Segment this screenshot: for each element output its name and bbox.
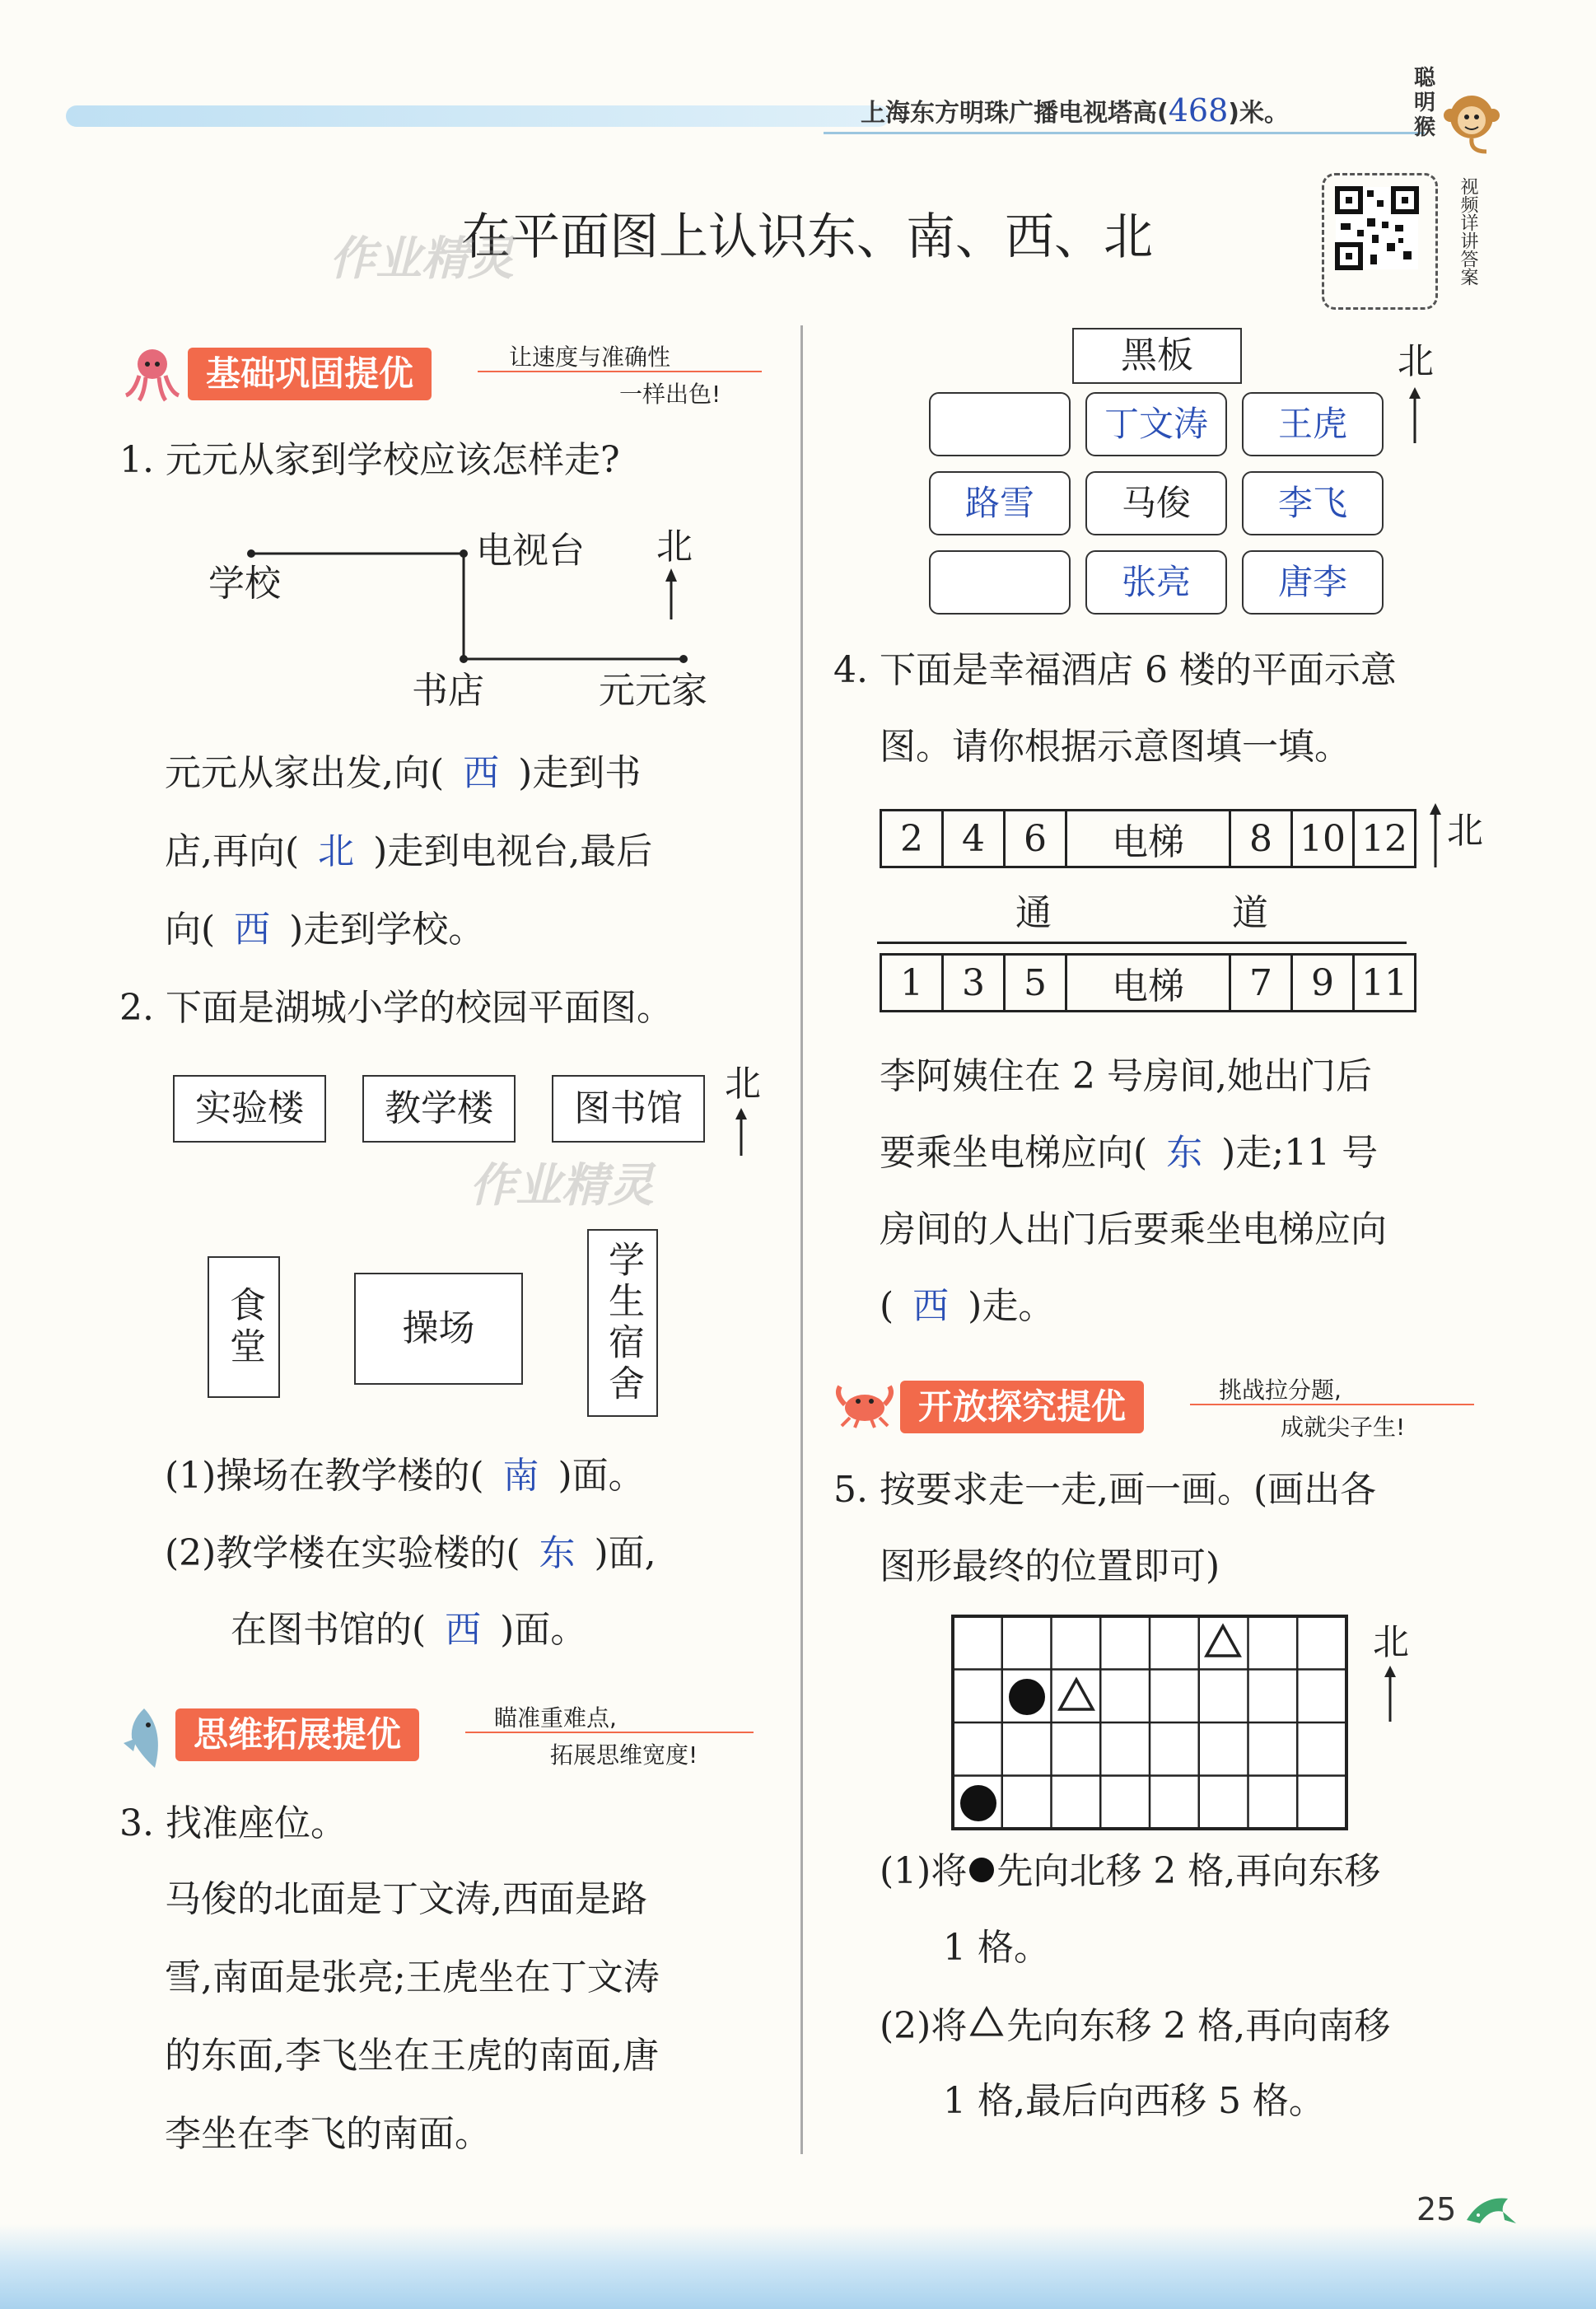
q3-line-1: 马俊的北面是丁文涛,西面是路 <box>165 1878 647 1920</box>
dot-inline-icon <box>967 1852 996 1891</box>
triangle-start-icon <box>1056 1675 1097 1719</box>
q4-north-arrow-icon <box>1427 803 1444 872</box>
seat-r3-c2[interactable]: 张亮 <box>1085 550 1227 615</box>
building-teaching: 教学楼 <box>362 1075 516 1143</box>
corridor-line <box>877 942 1407 944</box>
elevator-top: 电梯 <box>1066 811 1230 867</box>
dot-lower-icon <box>958 1783 999 1827</box>
q5-sub-2-cont: 1 格,最后向西移 5 格。 <box>943 2080 1325 2122</box>
q4-top-rooms <box>880 809 1416 868</box>
seat-r3-c1[interactable] <box>929 550 1071 615</box>
q2-north-arrow-icon <box>733 1108 749 1161</box>
room-3: 3 <box>943 955 1005 1012</box>
q2-sub-2: (2)教学楼在实验楼的( 东 )面, <box>165 1532 656 1574</box>
room-12: 12 <box>1354 811 1416 867</box>
q4-text-2: 要乘坐电梯应向( 东 )走;11 号 <box>880 1132 1379 1174</box>
building-dorm: 学生宿舍 <box>587 1229 658 1417</box>
q3-question: 3. 找准座位。 <box>119 1802 347 1844</box>
q3-north-label: 北 <box>1398 340 1434 382</box>
q1-label-home: 元元家 <box>599 670 707 712</box>
crab-icon <box>832 1380 898 1433</box>
q3-line-2: 雪,南面是张亮;王虎坐在丁文涛 <box>165 1956 660 1998</box>
triangle-inline-icon <box>967 2005 1006 2046</box>
q2-sub-1: (1)操场在教学楼的( 南 )面。 <box>165 1455 645 1497</box>
q1-answer-2[interactable]: 北 <box>318 830 355 872</box>
q2-north-label: 北 <box>725 1063 761 1105</box>
qr-caption: 视频详讲答案 <box>1458 177 1478 286</box>
footer-band <box>0 2224 1596 2309</box>
q1-question: 1. 元元从家到学校应该怎样走? <box>119 439 620 481</box>
shark-icon <box>115 1705 173 1774</box>
q4-north-label: 北 <box>1447 810 1483 852</box>
q3-north-arrow-icon <box>1407 387 1423 448</box>
room-10: 10 <box>1292 811 1354 867</box>
q1-label-school: 学校 <box>208 563 281 605</box>
section-basic-motto-1: 让速度与准确性 <box>509 344 671 371</box>
seat-r1-c1[interactable] <box>929 392 1071 456</box>
q1-line-1: 元元从家出发,向( 西 )走到书 <box>165 752 642 794</box>
q1-label-north: 北 <box>656 526 693 568</box>
q4-line-2: 图。请你根据示意图填一填。 <box>880 726 1351 768</box>
page-number: 25 <box>1416 2191 1457 2227</box>
q2-answer-3[interactable]: 西 <box>445 1609 482 1651</box>
building-canteen: 食堂 <box>208 1256 280 1398</box>
section-open-banner: 开放探究提优 <box>900 1381 1144 1433</box>
section-open-motto-2: 成就尖子生! <box>1281 1414 1406 1441</box>
section-thinking-motto-2: 拓展思维宽度! <box>550 1741 698 1769</box>
section-thinking-banner: 思维拓展提优 <box>175 1708 419 1761</box>
building-field: 操场 <box>354 1273 523 1385</box>
q1-line-2: 店,再向( 北 )走到电视台,最后 <box>165 830 653 872</box>
q4-answer-2[interactable]: 西 <box>912 1285 950 1327</box>
q2-sub-3: 在图书馆的( 西 )面。 <box>231 1609 587 1651</box>
q4-text-4: ( 西 )走。 <box>880 1285 1055 1327</box>
q1-label-tv: 电视台 <box>476 530 585 572</box>
dot-upper-icon <box>1006 1676 1048 1721</box>
fact-prefix: 上海东方明珠广播电视塔高( <box>861 99 1169 128</box>
q4-answer-1[interactable]: 东 <box>1166 1132 1203 1174</box>
page-title: 在平面图上认识东、南、西、北 <box>461 208 1153 266</box>
room-2: 2 <box>881 811 943 867</box>
room-5: 5 <box>1005 955 1066 1012</box>
q1-answer-3[interactable]: 西 <box>234 909 271 951</box>
q4-bottom-rooms <box>880 953 1416 1012</box>
q1-answer-1[interactable]: 西 <box>463 752 500 794</box>
q3-line-4: 李坐在李飞的南面。 <box>165 2113 491 2155</box>
seat-r1-c3[interactable]: 王虎 <box>1242 392 1384 456</box>
q3-line-3: 的东面,李飞坐在王虎的南面,唐 <box>165 2035 659 2077</box>
q5-grid[interactable] <box>951 1615 1351 1836</box>
section-basic-banner: 基础巩固提优 <box>188 348 432 400</box>
q5-sub-1-cont: 1 格。 <box>943 1927 1050 1969</box>
q4-line-1: 4. 下面是幸福酒店 6 楼的平面示意 <box>833 649 1397 691</box>
seat-r1-c2[interactable]: 丁文涛 <box>1085 392 1227 456</box>
q2-answer-1[interactable]: 南 <box>502 1455 539 1497</box>
q4-text-3: 房间的人出门后要乘坐电梯应向 <box>880 1208 1387 1250</box>
triangle-top-icon <box>1202 1621 1244 1666</box>
q5-north-label: 北 <box>1373 1621 1409 1663</box>
q5-line-2: 图形最终的位置即可) <box>880 1545 1220 1587</box>
q5-sub-2: (2)将 先向东移 2 格,再向南移 <box>880 2005 1391 2047</box>
section-basic-motto-2: 一样出色! <box>619 381 721 408</box>
q1-label-book: 书店 <box>412 670 484 712</box>
q5-line-1: 5. 按要求走一走,画一画。(画出各 <box>833 1469 1377 1511</box>
building-library: 图书馆 <box>552 1075 705 1143</box>
seat-r2-c2[interactable]: 马俊 <box>1085 471 1227 535</box>
section-open-motto-1: 挑战拉分题, <box>1219 1377 1342 1404</box>
mascot-name: 聪明猴 <box>1414 66 1436 140</box>
elevator-bottom: 电梯 <box>1066 955 1230 1012</box>
room-4: 4 <box>943 811 1005 867</box>
corridor-label-2: 道 <box>1232 892 1268 934</box>
room-1: 1 <box>881 955 943 1012</box>
watermark: 作业精灵 <box>329 232 514 286</box>
fact-answer: 468 <box>1168 92 1229 129</box>
room-7: 7 <box>1230 955 1292 1012</box>
q5-sub-1: (1)将 先向北移 2 格,再向东移 <box>880 1850 1381 1892</box>
q1-line-3: 向( 西 )走到学校。 <box>165 909 485 951</box>
seat-r2-c1[interactable]: 路雪 <box>929 471 1071 535</box>
q5-north-arrow-icon <box>1382 1666 1398 1727</box>
seat-r2-c3[interactable]: 李飞 <box>1242 471 1384 535</box>
blackboard: 黑板 <box>1072 328 1242 384</box>
q2-answer-2[interactable]: 东 <box>539 1532 576 1574</box>
room-6: 6 <box>1005 811 1066 867</box>
room-9: 9 <box>1292 955 1354 1012</box>
dolphin-icon <box>1462 2187 1519 2240</box>
section-thinking-motto-1: 瞄准重难点, <box>494 1704 617 1732</box>
watermark-2: 作业精灵 <box>469 1159 654 1213</box>
corridor-label-1: 通 <box>1015 892 1052 934</box>
seat-r3-c3[interactable]: 唐李 <box>1242 550 1384 615</box>
fact-suffix: )米。 <box>1228 99 1289 128</box>
building-lab: 实验楼 <box>173 1075 326 1143</box>
room-11: 11 <box>1354 955 1416 1012</box>
q4-text-1: 李阿姨住在 2 号房间,她出门后 <box>880 1055 1372 1097</box>
q2-question: 2. 下面是湖城小学的校园平面图。 <box>119 987 673 1029</box>
room-8: 8 <box>1230 811 1292 867</box>
